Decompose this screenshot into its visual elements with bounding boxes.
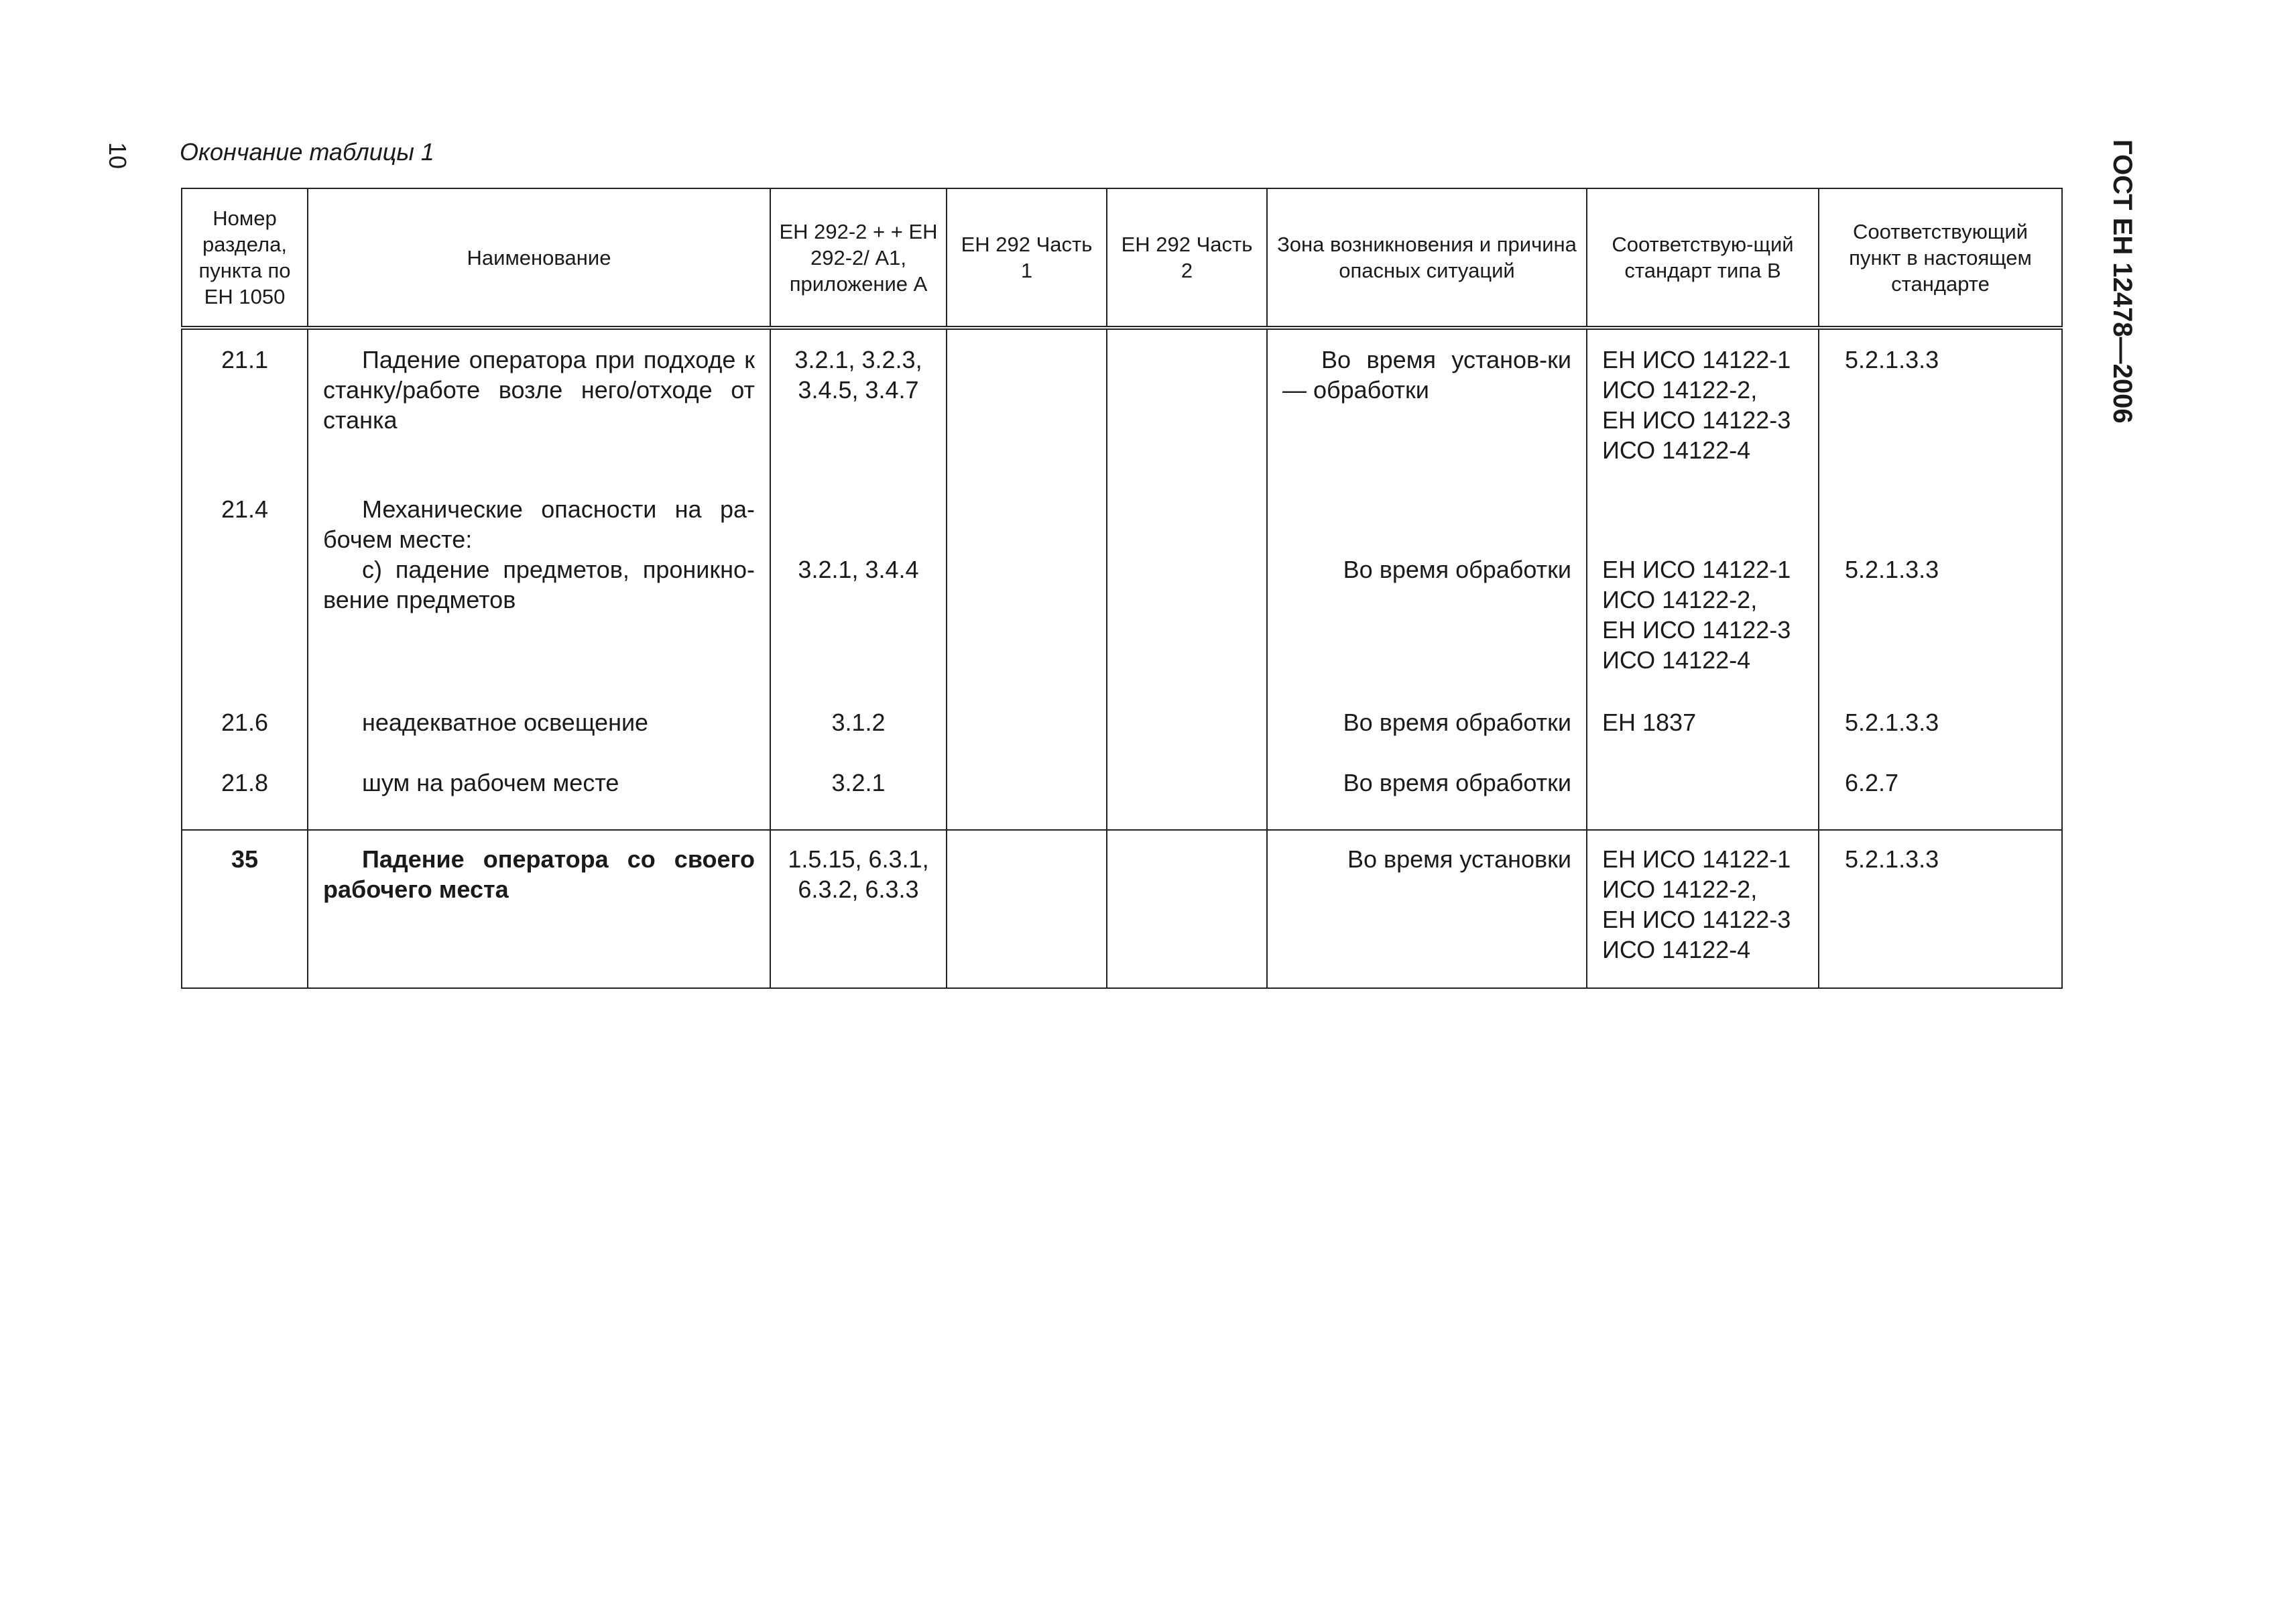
standard-line: ИСО 14122-4: [1602, 936, 1751, 963]
table-row: [182, 554, 2062, 707]
row-en292-2-ref: 3.2.1, 3.4.4: [770, 554, 947, 707]
row-number: [182, 554, 308, 707]
row-en292-part2: [1107, 494, 1267, 554]
row-clause: 5.2.1.3.3: [1819, 707, 2062, 768]
row-en292-part2: [1107, 707, 1267, 768]
header-name: Наименование: [308, 188, 770, 328]
row-en292-part2: [1107, 554, 1267, 707]
row-number: 21.6: [182, 707, 308, 768]
standard-line: ИСО 14122-2,: [1602, 376, 1758, 404]
header-type-b-standard: Соответствую-щий стандарт типа В: [1587, 188, 1819, 328]
row-type-b-standard: [1587, 494, 1819, 554]
row-type-b-standard: [1587, 830, 1819, 988]
header-section-number: Номер раздела, пункта по ЕН 1050: [182, 188, 308, 328]
document-designation: ГОСТ ЕН 12478—2006: [2108, 139, 2137, 424]
row-clause: 6.2.7: [1819, 768, 2062, 830]
row-clause: [1819, 494, 2062, 554]
table-row: [182, 768, 2062, 830]
standards-table: [181, 188, 2063, 989]
row-en292-part2: [1107, 328, 1267, 494]
standard-line: ЕН ИСО 14122-1: [1602, 556, 1791, 583]
row-hazard-zone: Во время обработки: [1267, 554, 1587, 707]
row-en292-part1: [947, 707, 1107, 768]
row-en292-part1: [947, 328, 1107, 494]
standard-line: ЕН ИСО 14122-3: [1602, 906, 1791, 933]
row-name: Механические опасности на ра-бочем месте:: [308, 494, 770, 554]
header-clause-in-this-standard: Соответствующий пункт в настоящем стандарте: [1819, 188, 2062, 328]
row-en292-2-ref: 3.2.1: [770, 768, 947, 830]
row-number: 35: [182, 830, 308, 988]
row-hazard-zone: Во время обработки: [1267, 707, 1587, 768]
row-name: неадекватное освещение: [308, 707, 770, 768]
row-en292-part1: [947, 830, 1107, 988]
standard-line: ИСО 14122-2,: [1602, 586, 1758, 613]
table-header-row: [182, 188, 2062, 328]
header-en292-part1: ЕН 292 Часть 1: [947, 188, 1107, 328]
row-hazard-zone: Во время установ-ки — обработки: [1267, 328, 1587, 494]
row-hazard-zone: [1267, 494, 1587, 554]
row-hazard-zone: Во время обработки: [1267, 768, 1587, 830]
page-number: 10: [104, 142, 131, 170]
row-en292-2-ref: [770, 494, 947, 554]
table-row: [182, 494, 2062, 554]
row-en292-part2: [1107, 768, 1267, 830]
table-caption: Окончание таблицы 1: [180, 138, 434, 166]
row-en292-part1: [947, 768, 1107, 830]
row-name: Падение оператора при подходе к станку/работе возле него/отходе от станка: [308, 328, 770, 494]
header-hazard-zone: Зона возникновения и причина опасных ситуаций: [1267, 188, 1587, 328]
standard-line: ЕН ИСО 14122-1: [1602, 346, 1791, 373]
table-row: [182, 328, 2062, 494]
row-en292-2-ref: 1.5.15, 6.3.1, 6.3.2, 6.3.3: [770, 830, 947, 988]
standard-line: ИСО 14122-4: [1602, 646, 1751, 674]
row-en292-part1: [947, 494, 1107, 554]
header-en292-part2: ЕН 292 Часть 2: [1107, 188, 1267, 328]
row-number: 21.4: [182, 494, 308, 554]
row-clause: 5.2.1.3.3: [1819, 830, 2062, 988]
row-name: с) падение предметов, проникно-вение предметов: [308, 554, 770, 707]
table-row: [182, 707, 2062, 768]
standard-line: ИСО 14122-2,: [1602, 876, 1758, 903]
row-type-b-standard: [1587, 554, 1819, 707]
row-number: 21.8: [182, 768, 308, 830]
document-designation-container: [2102, 139, 2142, 448]
row-name: шум на рабочем месте: [308, 768, 770, 830]
row-hazard-zone: Во время установки: [1267, 830, 1587, 988]
standard-line: ЕН ИСО 14122-3: [1602, 616, 1791, 644]
standard-line: ЕН 1837: [1602, 709, 1697, 736]
row-number: 21.1: [182, 328, 308, 494]
header-en292-2-annex: ЕН 292-2 + + ЕН 292-2/ А1, приложение А: [770, 188, 947, 328]
row-type-b-standard: [1587, 328, 1819, 494]
row-clause: 5.2.1.3.3: [1819, 554, 2062, 707]
row-type-b-standard: [1587, 707, 1819, 768]
row-type-b-standard: [1587, 768, 1819, 830]
standard-line: ИСО 14122-4: [1602, 436, 1751, 464]
table-row: [182, 830, 2062, 988]
row-en292-part2: [1107, 830, 1267, 988]
row-name: Падение оператора со своего рабочего места: [308, 830, 770, 988]
row-en292-part1: [947, 554, 1107, 707]
row-en292-2-ref: 3.2.1, 3.2.3, 3.4.5, 3.4.7: [770, 328, 947, 494]
standard-line: ЕН ИСО 14122-3: [1602, 406, 1791, 434]
row-en292-2-ref: 3.1.2: [770, 707, 947, 768]
row-clause: 5.2.1.3.3: [1819, 328, 2062, 494]
standard-line: ЕН ИСО 14122-1: [1602, 845, 1791, 873]
